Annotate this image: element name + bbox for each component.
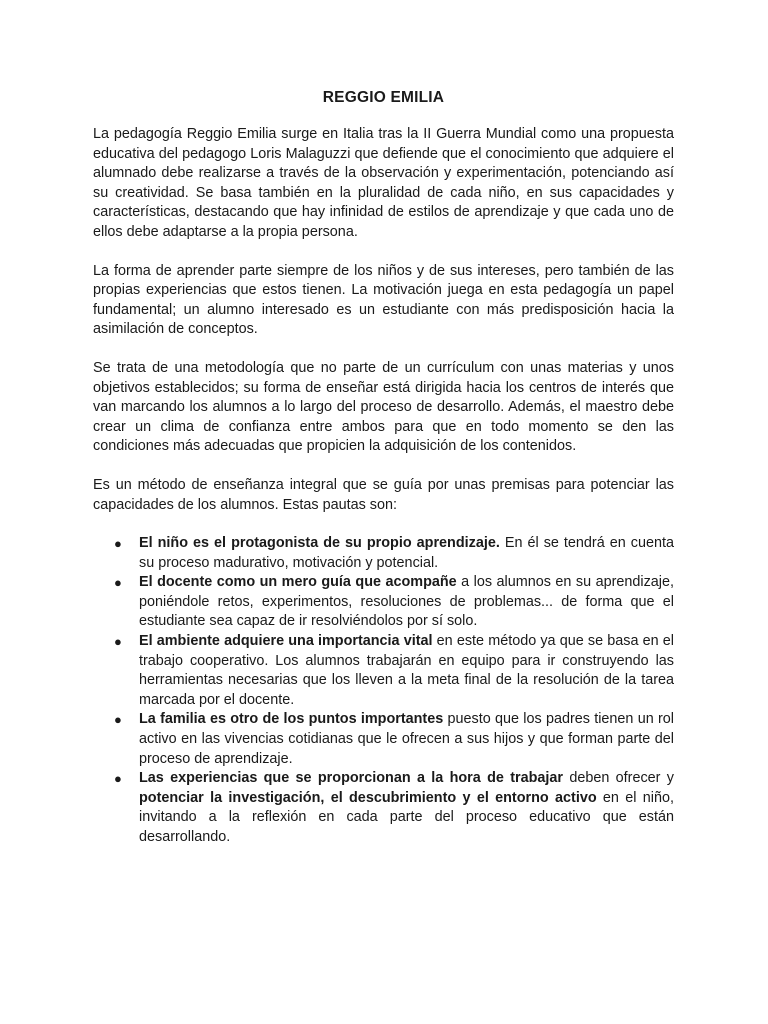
list-item bbox=[93, 769, 674, 847]
list-item-bold: Las experiencias que se proporcionan a la hora de trabajar bbox=[139, 770, 564, 787]
paragraph-intro: La pedagogía Reggio Emilia surge en Italia tras la II Guerra Mundial como una propuesta educativa del pedagogo Loris Malaguzzi que defiende que el conocimiento que adquiere el alumnado debe realizarse a través de la observación y experimentación, potenciando así su creatividad. Se basa también en la pluralidad de cada niño, en sus capacidades y características, destacando que hay infinidad de estilos de aprendizaje y que cada uno de ellos debe adaptarse a la propia persona. bbox=[93, 126, 674, 240]
paragraph-methodology: Se trata de una metodología que no parte de un currículum con unas materias y unos objetivos establecidos; su forma de enseñar está dirigida hacia los centros de interés que van marcando los alumnos a lo largo del proceso de desarrollo. Además, el maestro debe crear un clima de confianza entre ambos para que en todo momento se den las condiciones más adecuadas que propicien la adquisición de los contenidos. bbox=[93, 359, 674, 455]
list-item-bold: El ambiente adquiere una importancia vital bbox=[139, 633, 433, 650]
bullet-icon: ● bbox=[114, 575, 122, 591]
list-item-bold-second: potenciar la investigación, el descubrimiento y el entorno activo bbox=[139, 789, 597, 806]
list-item-bold: La familia es otro de los puntos importantes bbox=[139, 711, 444, 728]
paragraph-premises: Es un método de enseñanza integral que se guía por unas premisas para potenciar las capacidades de los alumnos. Estas pautas son: bbox=[93, 476, 674, 513]
list-item-bold: El niño es el protagonista de su propio aprendizaje. bbox=[139, 535, 500, 552]
list-item-bold: El docente como un mero guía que acompañe bbox=[139, 574, 457, 591]
list-item-text: a los alumnos en su aprendizaje, poniéndole retos, experimentos, resoluciones de problemas... de forma que el estudiante sea capaz de ir resolviéndolos por sí solo. bbox=[139, 574, 674, 630]
list-item bbox=[93, 710, 674, 769]
premises-list bbox=[93, 534, 674, 848]
document-page bbox=[93, 88, 674, 848]
list-item-text: en este método ya que se basa en el trabajo cooperativo. Los alumnos trabajarán en equipo para ir construyendo las herramientas necesarias que los lleven a la meta final de la resolución de la tarea marcada por el docente. bbox=[139, 633, 674, 708]
bullet-icon: ● bbox=[114, 712, 122, 728]
paragraph-learning: La forma de aprender parte siempre de los niños y de sus intereses, pero también de las propias experiencias que estos tienen. La motivación juega en esta pedagogía un papel fundamental; un alumno interesado es un estudiante con más predisposición hacia la asimilación de conceptos. bbox=[93, 262, 674, 338]
list-item bbox=[93, 632, 674, 710]
bullet-icon: ● bbox=[114, 536, 122, 552]
list-item bbox=[93, 534, 674, 573]
list-item-text: deben ofrecer y bbox=[563, 770, 674, 787]
list-item-text: En él se tendrá en cuenta su proceso madurativo, motivación y potencial. bbox=[139, 535, 674, 571]
document-title: REGGIO EMILIA bbox=[322, 89, 445, 106]
bullet-icon: ● bbox=[114, 634, 122, 650]
list-item-text: puesto que los padres tienen un rol activo en las vivencias cotidianas que le ofrecen a sus hijos y que forman parte del proceso de aprendizaje. bbox=[139, 711, 674, 767]
list-item bbox=[93, 573, 674, 632]
list-item-text-second: en el niño, invitando a la reflexión en cada parte del proceso educativo que están desarrollando. bbox=[139, 789, 674, 845]
bullet-icon: ● bbox=[114, 771, 122, 787]
